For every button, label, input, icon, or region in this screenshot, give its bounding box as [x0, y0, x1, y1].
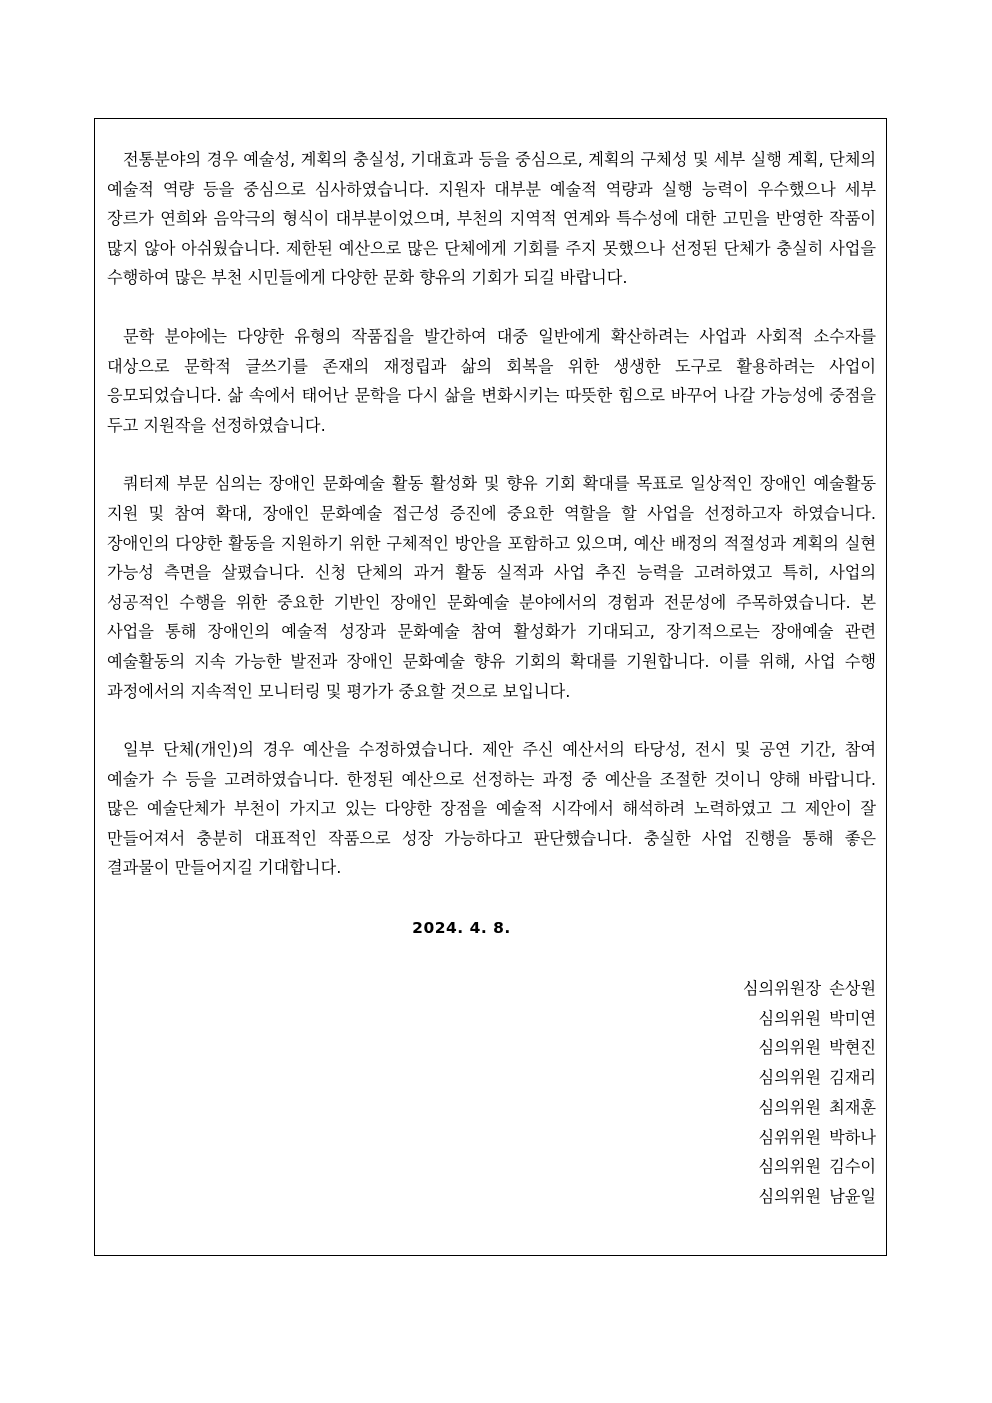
signer-name: 남윤일 [829, 1186, 876, 1206]
signer-role: 심의위원장 [742, 979, 822, 999]
signer-name: 박하나 [829, 1127, 876, 1147]
signer-role: 심의위원 [758, 1157, 822, 1177]
signer-item [107, 1093, 876, 1123]
signer-role: 심의위원 [758, 1186, 822, 1206]
signer-name: 김재리 [829, 1068, 876, 1088]
signer-name: 박미연 [829, 1008, 876, 1028]
signer-role: 심의위원 [758, 1097, 822, 1117]
signer-item [107, 1152, 876, 1182]
signer-role: 심위위원 [758, 1127, 822, 1147]
signer-name: 김수이 [829, 1157, 876, 1177]
paragraph-quota: 쿼터제 부문 심의는 장애인 문화예술 활동 활성화 및 향유 기회 확대를 목표로 일상적인 장애인 예술활동 지원 및 참여 확대, 장애인 문화예술 접근성 증진에 중요한 역할을 할 사업을 선정하고자 하였습니다. 장애인의 다양한 활동을 지원하기 위한 구체적인 방안을 포함하고 있으며, 예산 배정의 적절성과 계획의 실현 가능성 측면을 살폈습니다. 신청 단체의 과거 활동 실적과 사업 추진 능력을 고려하였고 특히, 사업의 성공적인 수행을 위한 중요한 기반인 장애인 문화예술 분야에서의 경험과 전문성에 주목하였습니다. 본 사업을 통해 장애인의 예술적 성장과 문화예술 참여 활성화가 기대되고, 장기적으로는 장애예술 관련 예술활동의 지속 가능한 발전과 장애인 문화예술 향유 기회의 확대를 기원합니다. 이를 위해, 사업 수행 과정에서의 지속적인 모니터링 및 평가가 중요할 것으로 보입니다. [107, 474, 876, 701]
paragraph-budget: 일부 단체(개인)의 경우 예산을 수정하였습니다. 제안 주신 예산서의 타당성, 전시 및 공연 기간, 참여 예술가 수 등을 고려하였습니다. 한정된 예산으로 선정하는 과정 중 예산을 조절한 것이니 양해 바랍니다. 많은 예술단체가 부천이 가지고 있는 다양한 장점을 예술적 시각에서 해석하려 노력하였고 그 제안이 잘 만들어져서 충분히 대표적인 작품으로 성장 가능하다고 판단했습니다. 충실한 사업 진행을 통해 좋은 결과물이 만들어지길 기대합니다. [107, 740, 876, 878]
signer-item [107, 974, 876, 1004]
paragraph-traditional: 전통분야의 경우 예술성, 계획의 충실성, 기대효과 등을 중심으로, 계획의 구체성 및 세부 실행 계획, 단체의 예술적 역량 등을 중심으로 심사하였습니다. 지원자 대부분 예술적 역량과 실행 능력이 우수했으나 세부 장르가 연희와 음악극의 형식이 대부분이었으며, 부천의 지역적 연계와 특수성에 대한 고민을 반영한 작품이 많지 않아 아쉬웠습니다. 제한된 예산으로 많은 단체에게 기회를 주지 못했으나 선정된 단체가 충실히 사업을 수행하여 많은 부천 시민들에게 다양한 문화 향유의 기회가 되길 바랍니다. [107, 150, 876, 288]
signer-name: 최재훈 [829, 1097, 876, 1117]
signer-list [107, 974, 876, 1212]
paragraph-literature: 문학 분야에는 다양한 유형의 작품집을 발간하여 대중 일반에게 확산하려는 사업과 사회적 소수자를 대상으로 문학적 글쓰기를 존재의 재정립과 삶의 회복을 위한 생생한 도구로 활용하려는 사업이 응모되었습니다. 삶 속에서 태어난 문학을 다시 삶을 변화시키는 따뜻한 힘으로 바꾸어 나갈 가능성에 중점을 두고 지원작을 선정하였습니다. [107, 326, 876, 435]
signer-role: 심의위원 [758, 1068, 822, 1088]
signer-item [107, 1123, 876, 1153]
signer-item [107, 1063, 876, 1093]
document-date: 2024. 4. 8. [412, 919, 511, 938]
signer-role: 심의위원 [758, 1008, 822, 1028]
signer-name: 손상원 [829, 979, 876, 999]
signer-name: 박현진 [829, 1038, 876, 1058]
signer-item [107, 1182, 876, 1212]
document-box [94, 118, 887, 1256]
signer-item [107, 1004, 876, 1034]
signer-role: 심의위원 [758, 1038, 822, 1058]
signer-item [107, 1033, 876, 1063]
